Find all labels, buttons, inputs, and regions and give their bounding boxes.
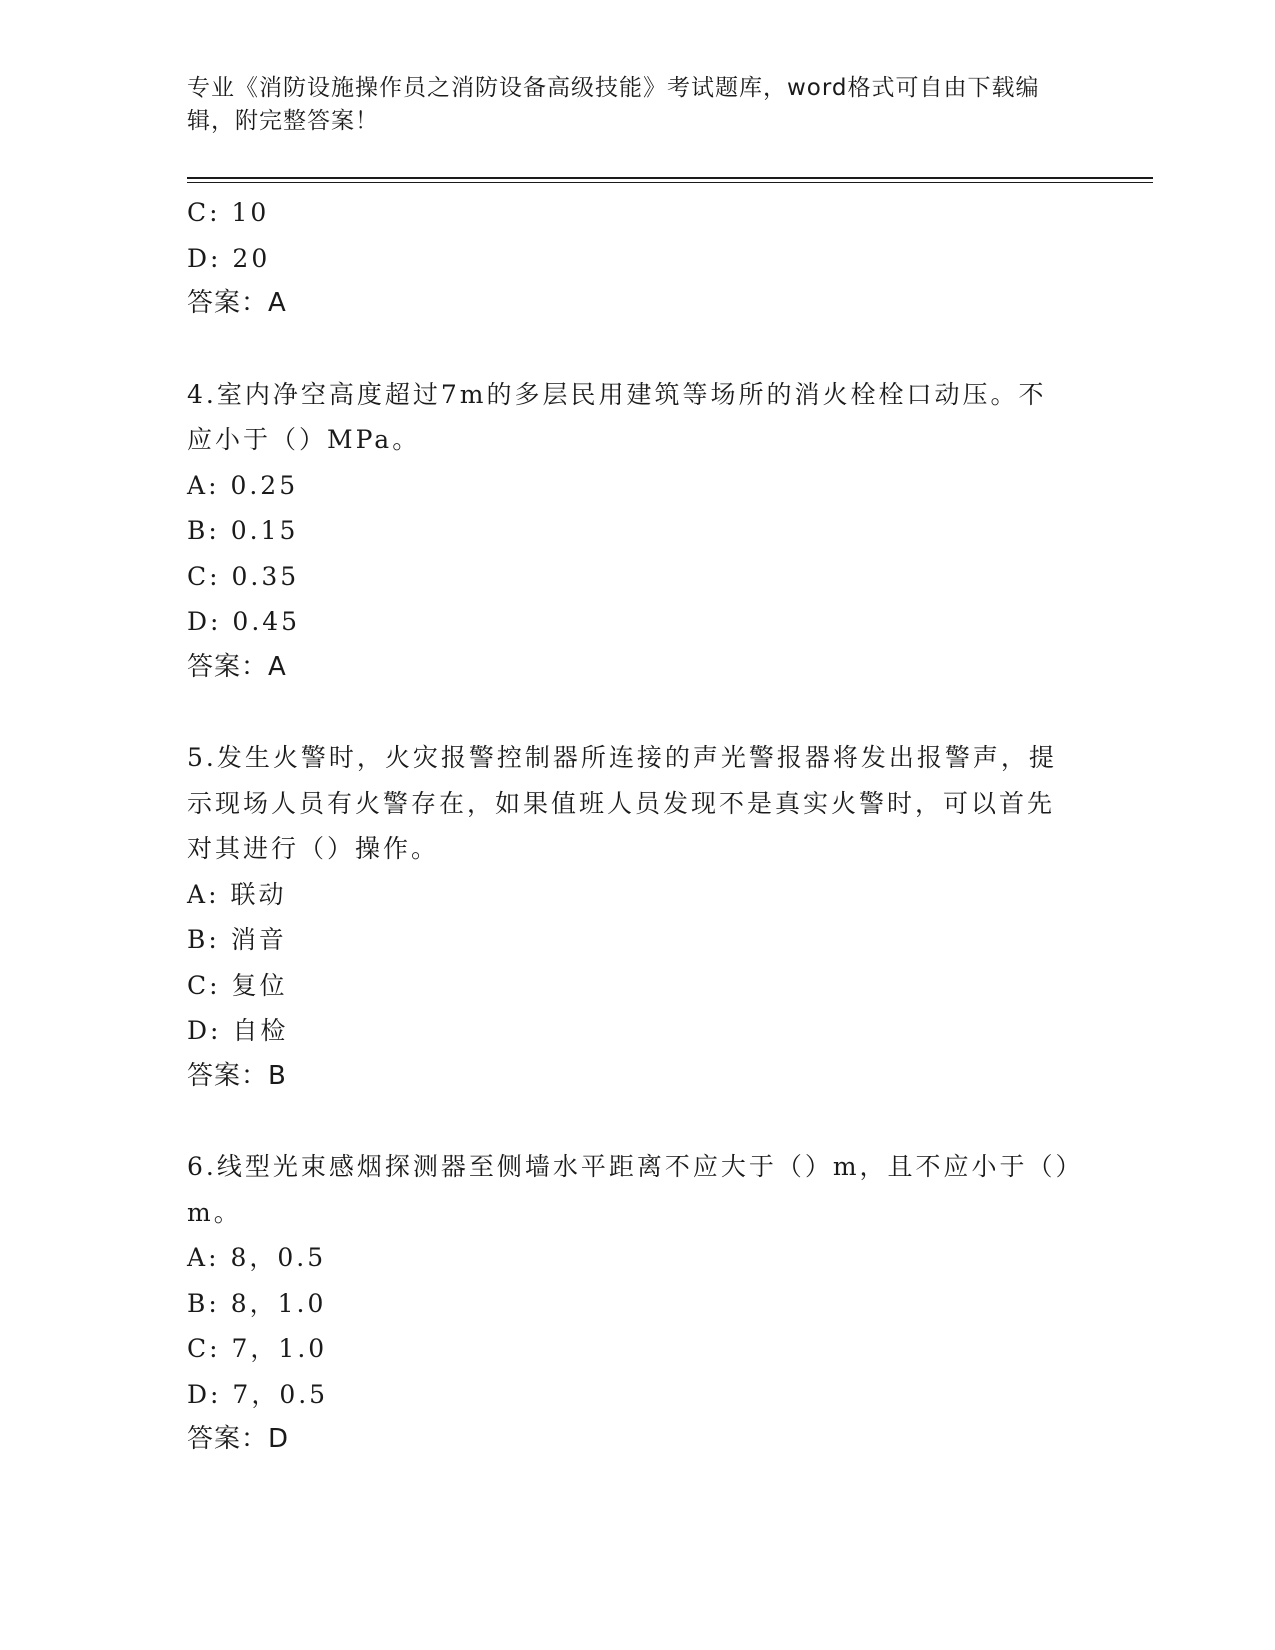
question-list — [187, 190, 1087, 1463]
answer-line: 答案：A — [187, 651, 287, 682]
option-c: C: 10 — [187, 198, 270, 227]
answer-line: 答案：A — [187, 288, 287, 318]
page-header: 专业《消防设施操作员之消防设备高级技能》考试题库，word格式可自由下载编辑，附完整答案！ — [187, 75, 1040, 134]
option-c: C: 0.35 — [187, 561, 300, 591]
option-b: B: 0.15 — [187, 516, 299, 545]
option-b: B: 消音 — [187, 925, 287, 954]
carryover-question — [187, 190, 1087, 327]
answer-line: 答案：D — [187, 1424, 290, 1454]
answer-line: 答案：B — [187, 1060, 287, 1091]
header-rule-thick — [187, 177, 1153, 179]
question-6 — [187, 1144, 1087, 1463]
option-a: A: 0.25 — [187, 470, 299, 500]
option-c: C: 复位 — [187, 970, 288, 1000]
question-text: 6.线型光束感烟探测器至侧墙水平距离不应大于（）m，且不应小于（）m。 — [187, 1152, 1072, 1227]
option-a: A: 联动 — [187, 879, 287, 909]
option-d: D: 20 — [187, 243, 271, 273]
option-c: C: 7，1.0 — [187, 1334, 328, 1363]
question-text: 4.室内净空高度超过7m的多层民用建筑等场所的消火栓栓口动压。不应小于（）MPa。 — [187, 379, 1047, 454]
option-a: A: 8，0.5 — [187, 1243, 327, 1272]
option-d: D: 7，0.5 — [187, 1379, 329, 1409]
option-d: D: 自检 — [187, 1016, 289, 1045]
option-d: D: 0.45 — [187, 607, 301, 636]
option-b: B: 8，1.0 — [187, 1288, 327, 1318]
question-5 — [187, 735, 1087, 1099]
question-text: 5.发生火警时，火灾报警控制器所连接的声光警报器将发出报警声，提示现场人员有火警存在，如果值班人员发现不是真实火警时，可以首先对其进行（）操作。 — [187, 743, 1057, 863]
header-rule-thin — [187, 182, 1153, 183]
question-4 — [187, 372, 1087, 691]
